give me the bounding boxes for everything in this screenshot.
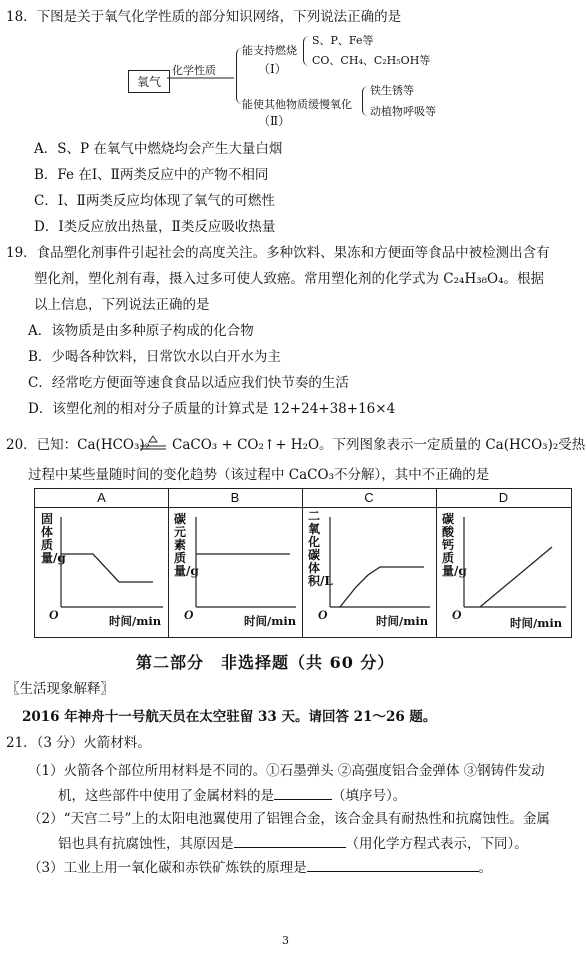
q21-sub2-answer-blank[interactable] <box>234 834 346 848</box>
q18-option-c: C．Ⅰ、Ⅱ两类反应均体现了氧气的可燃性 <box>34 193 275 209</box>
graph-b-ylabel: 碳元素质量/g <box>174 512 199 578</box>
section-heading: 〖生活现象解释〗 <box>6 681 114 697</box>
q21-sub3-answer-blank[interactable] <box>307 858 479 872</box>
q21-sub1-hint: （填序号）。 <box>332 788 407 804</box>
network-prop-label: 化学性质 <box>172 64 216 77</box>
graph-c-label: C <box>302 489 436 508</box>
graph-a-label: A <box>35 489 168 508</box>
graph-d-ylabel: 碳酸钙质量/g <box>442 512 467 578</box>
q19-line-3: 以上信息，下列说法正确的是 <box>34 297 210 313</box>
q20-line-2: 过程中某些量随时间的变化趋势（该过程中 CaCO₃不分解），其中不正确的是 <box>28 467 490 483</box>
graph-d <box>436 489 571 637</box>
q18-option-b: B．Fe 在Ⅰ、Ⅱ两类反应中的产物不相同 <box>34 167 269 183</box>
graph-c <box>302 489 437 637</box>
q20-graph-table <box>34 488 572 638</box>
graph-a-curve <box>61 554 153 582</box>
graph-c-xlabel: 时间/min <box>376 614 429 628</box>
network-branch2-item-1: 铁生锈等 <box>370 84 414 97</box>
q21-sub2-hint: （用化学方程式表示，下同）。 <box>345 836 528 852</box>
graph-a-origin: O <box>49 607 59 622</box>
network-branch2-id: （Ⅱ） <box>258 114 291 128</box>
network-branch1-id: （Ⅰ） <box>258 62 287 76</box>
q21-sub3-text: （3）工业上用一氧化碳和赤铁矿炼铁的原理是 <box>28 860 307 876</box>
graph-d-curve <box>480 547 552 607</box>
q19-line-1: 19．食品塑化剂事件引起社会的高度关注。多种饮料、果冻和方便面等食品中被检测出含有 <box>6 245 550 261</box>
q19-option-a: A．该物质是由多种原子构成的化合物 <box>28 323 254 339</box>
q21-stem: 21．（3 分）火箭材料。 <box>6 735 151 751</box>
page-number: 3 <box>282 934 289 947</box>
network-branch1-item-2: CO、CH₄、C₂H₅OH等 <box>312 54 431 67</box>
graph-a-xlabel: 时间/min <box>109 614 162 628</box>
q19-line-2: 塑化剂，塑化剂有毒，摄入过多可使人致癌。常用塑化剂的化学式为 C₂₄H₃₈O₄。根据 <box>34 271 545 287</box>
graph-c-origin: O <box>318 607 328 622</box>
network-branch1-brace <box>303 36 310 66</box>
q18-option-d: D．Ⅰ类反应放出热量，Ⅱ类反应吸收热量 <box>34 219 276 235</box>
network-branch2: 能使其他物质缓慢氧化 <box>242 98 352 111</box>
q21-sub1-line2 <box>58 786 406 805</box>
graph-c-ylabel: 二氧化碳体积/L <box>308 509 333 588</box>
network-center-oxygen: 氧气 <box>128 70 170 93</box>
q19-option-d: D．该塑化剂的相对分子质量的计算式是 12+24+38+16×4 <box>28 401 396 417</box>
q21-sub2-line1: （2）“天宫二号”上的太阳电池翼使用了铝锂合金，该合金具有耐热性和抗腐蚀性。金属 <box>28 811 550 827</box>
q21-sub2-line2 <box>58 834 528 853</box>
graph-a-ylabel: 固体质量/g <box>41 512 66 565</box>
part2-intro: 2016 年神舟十一号航天员在太空驻留 33 天。请回答 21～26 题。 <box>22 709 437 725</box>
graph-d-xlabel: 时间/min <box>510 616 563 630</box>
q19-option-c: C．经常吃方便面等速食食品以适应我们快节奏的生活 <box>28 375 349 391</box>
graph-b-origin: O <box>184 607 194 622</box>
q21-sub3-end: 。 <box>478 860 493 876</box>
network-branch1: 能支持燃烧 <box>242 44 297 57</box>
graph-d-label: D <box>436 489 571 508</box>
graph-d-origin: O <box>452 607 462 622</box>
q21-sub1-answer-blank[interactable] <box>274 786 332 800</box>
heating-arrow-icon <box>138 433 168 455</box>
q18-stem: 18．下图是关于氧气化学性质的部分知识网络，下列说法正确的是 <box>6 9 402 25</box>
q21-sub2-text: 铝也具有抗腐蚀性，其原因是 <box>58 836 234 852</box>
q18-option-a: A．S、P 在氧气中燃烧均会产生大量白烟 <box>34 141 283 157</box>
q20-line-1b: CaCO₃ + CO₂↑+ H₂O。下列图象表示一定质量的 Ca(HCO₃)₂受热 <box>172 437 586 453</box>
q21-sub1-text: 机，这些部件中使用了金属材料的是 <box>58 788 274 804</box>
network-branch2-brace <box>362 86 369 116</box>
q19-option-b: B．少喝各种饮料，日常饮水以白开水为主 <box>28 349 281 365</box>
graph-b <box>168 489 303 637</box>
q20-line-1a: 20．已知：Ca(HCO₃)₂ <box>6 437 151 453</box>
q21-sub3-line <box>28 858 492 877</box>
q21-sub1-line1: （1）火箭各个部位所用材料是不同的。①石墨弹头 ②高强度铝合金弹体 ③钢铸件发动 <box>28 763 545 779</box>
graph-c-curve <box>340 567 424 607</box>
graph-b-xlabel: 时间/min <box>244 614 297 628</box>
network-branch1-item-1: S、P、Fe等 <box>312 34 374 47</box>
graph-a <box>35 489 169 637</box>
network-branch2-item-2: 动植物呼吸等 <box>370 105 436 118</box>
part2-title: 第二部分 非选择题（共 60 分） <box>136 653 395 672</box>
graph-b-label: B <box>168 489 302 508</box>
